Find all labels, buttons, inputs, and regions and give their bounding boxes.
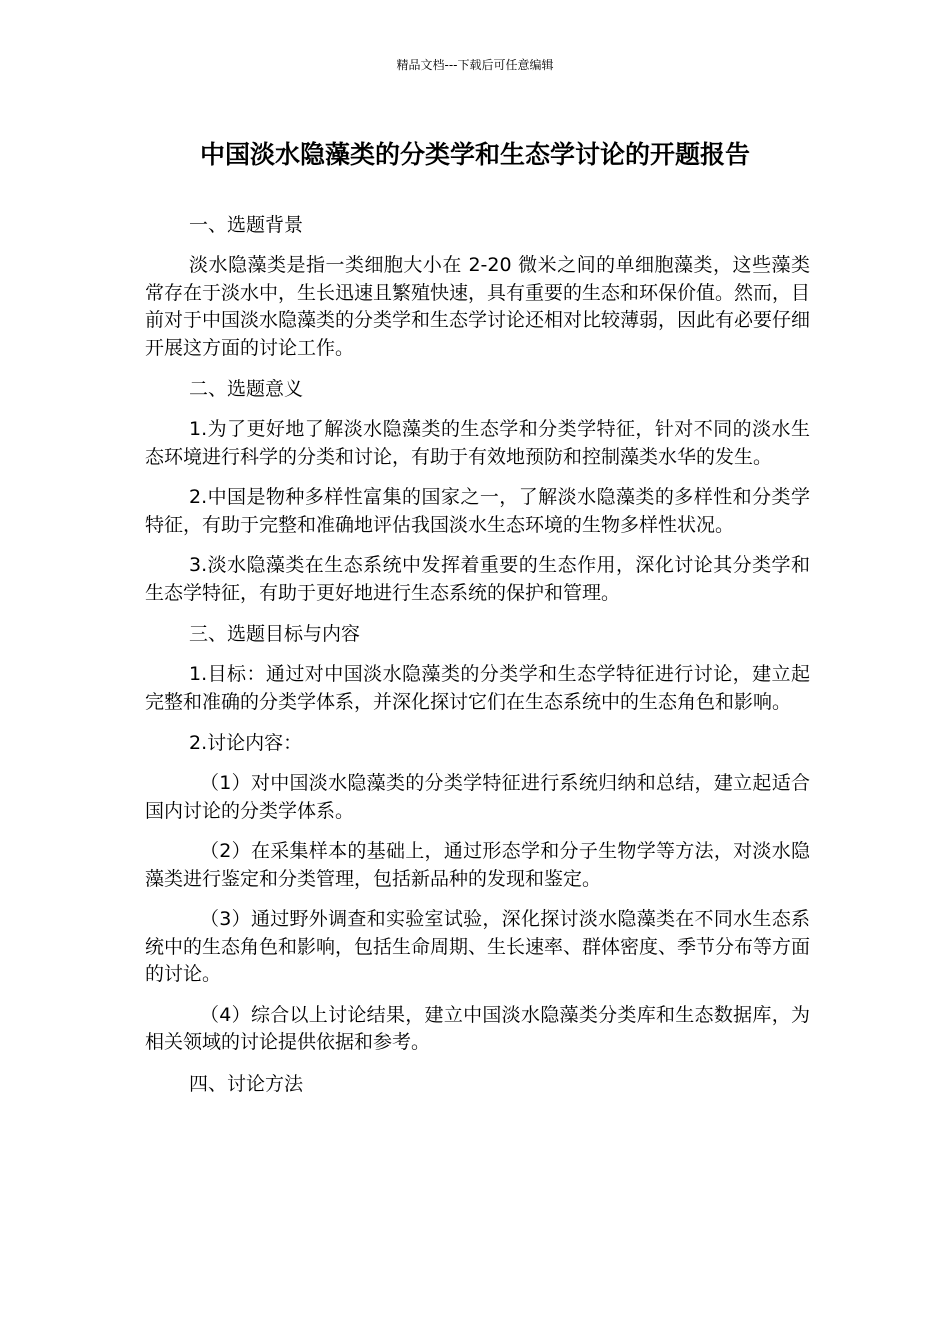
section-heading-goals: 三、选题目标与内容 <box>189 623 361 645</box>
section-heading-significance: 二、选题意义 <box>189 378 304 400</box>
paragraph-background: 淡水隐藻类是指一类细胞大小在 2-20 微米之间的单细胞藻类，这些藻类常存在于淡水中，生长迅速且繁殖快速，具有重要的生态和环保价值。然而，目前对于中国淡水隐藻类的分类学和生态学讨论还相对比较薄弱，因此有必要仔细开展这方面的讨论工作。 <box>145 254 811 359</box>
paragraph-significance-1: 1.为了更好地了解淡水隐藻类的生态学和分类学特征，针对不同的淡水生态环境进行科学的分类和讨论，有助于有效地预防和控制藻类水华的发生。 <box>145 418 810 468</box>
subheading-content: 2.讨论内容： <box>189 732 303 754</box>
content-item-3: （3）通过野外调查和实验室试验，深化探讨淡水隐藻类在不同水生态系统中的生态角色和影响，包括生命周期、生长速率、群体密度、季节分布等方面的讨论。 <box>145 908 811 985</box>
document-body <box>145 211 810 1111</box>
section-heading-methods: 四、讨论方法 <box>189 1072 304 1095</box>
content-item-1: （1）对中国淡水隐藻类的分类学特征进行系统归纳和总结，建立起适合国内讨论的分类学体系。 <box>145 772 810 822</box>
content-item-2: （2）在采集样本的基础上，通过形态学和分子生物学等方法，对淡水隐藻类进行鉴定和分类管理，包括新品种的发现和鉴定。 <box>145 840 810 890</box>
document-title: 中国淡水隐藻类的分类学和生态学讨论的开题报告 <box>199 140 750 169</box>
paragraph-significance-3: 3.淡水隐藻类在生态系统中发挥着重要的生态作用，深化讨论其分类学和生态学特征，有助于更好地进行生态系统的保护和管理。 <box>145 554 810 604</box>
page-header: 精品文档---下载后可任意编辑 <box>396 58 554 72</box>
paragraph-significance-2: 2.中国是物种多样性富集的国家之一，了解淡水隐藻类的多样性和分类学特征，有助于完整和准确地评估我国淡水生态环境的生物多样性状况。 <box>145 486 810 536</box>
section-heading-background: 一、选题背景 <box>189 214 304 236</box>
paragraph-goal: 1.目标：通过对中国淡水隐藻类的分类学和生态学特征进行讨论，建立起完整和准确的分类学体系，并深化探讨它们在生态系统中的生态角色和影响。 <box>145 663 810 713</box>
content-item-4: （4）综合以上讨论结果，建立中国淡水隐藻类分类库和生态数据库，为相关领域的讨论提供依据和参考。 <box>145 1003 810 1053</box>
